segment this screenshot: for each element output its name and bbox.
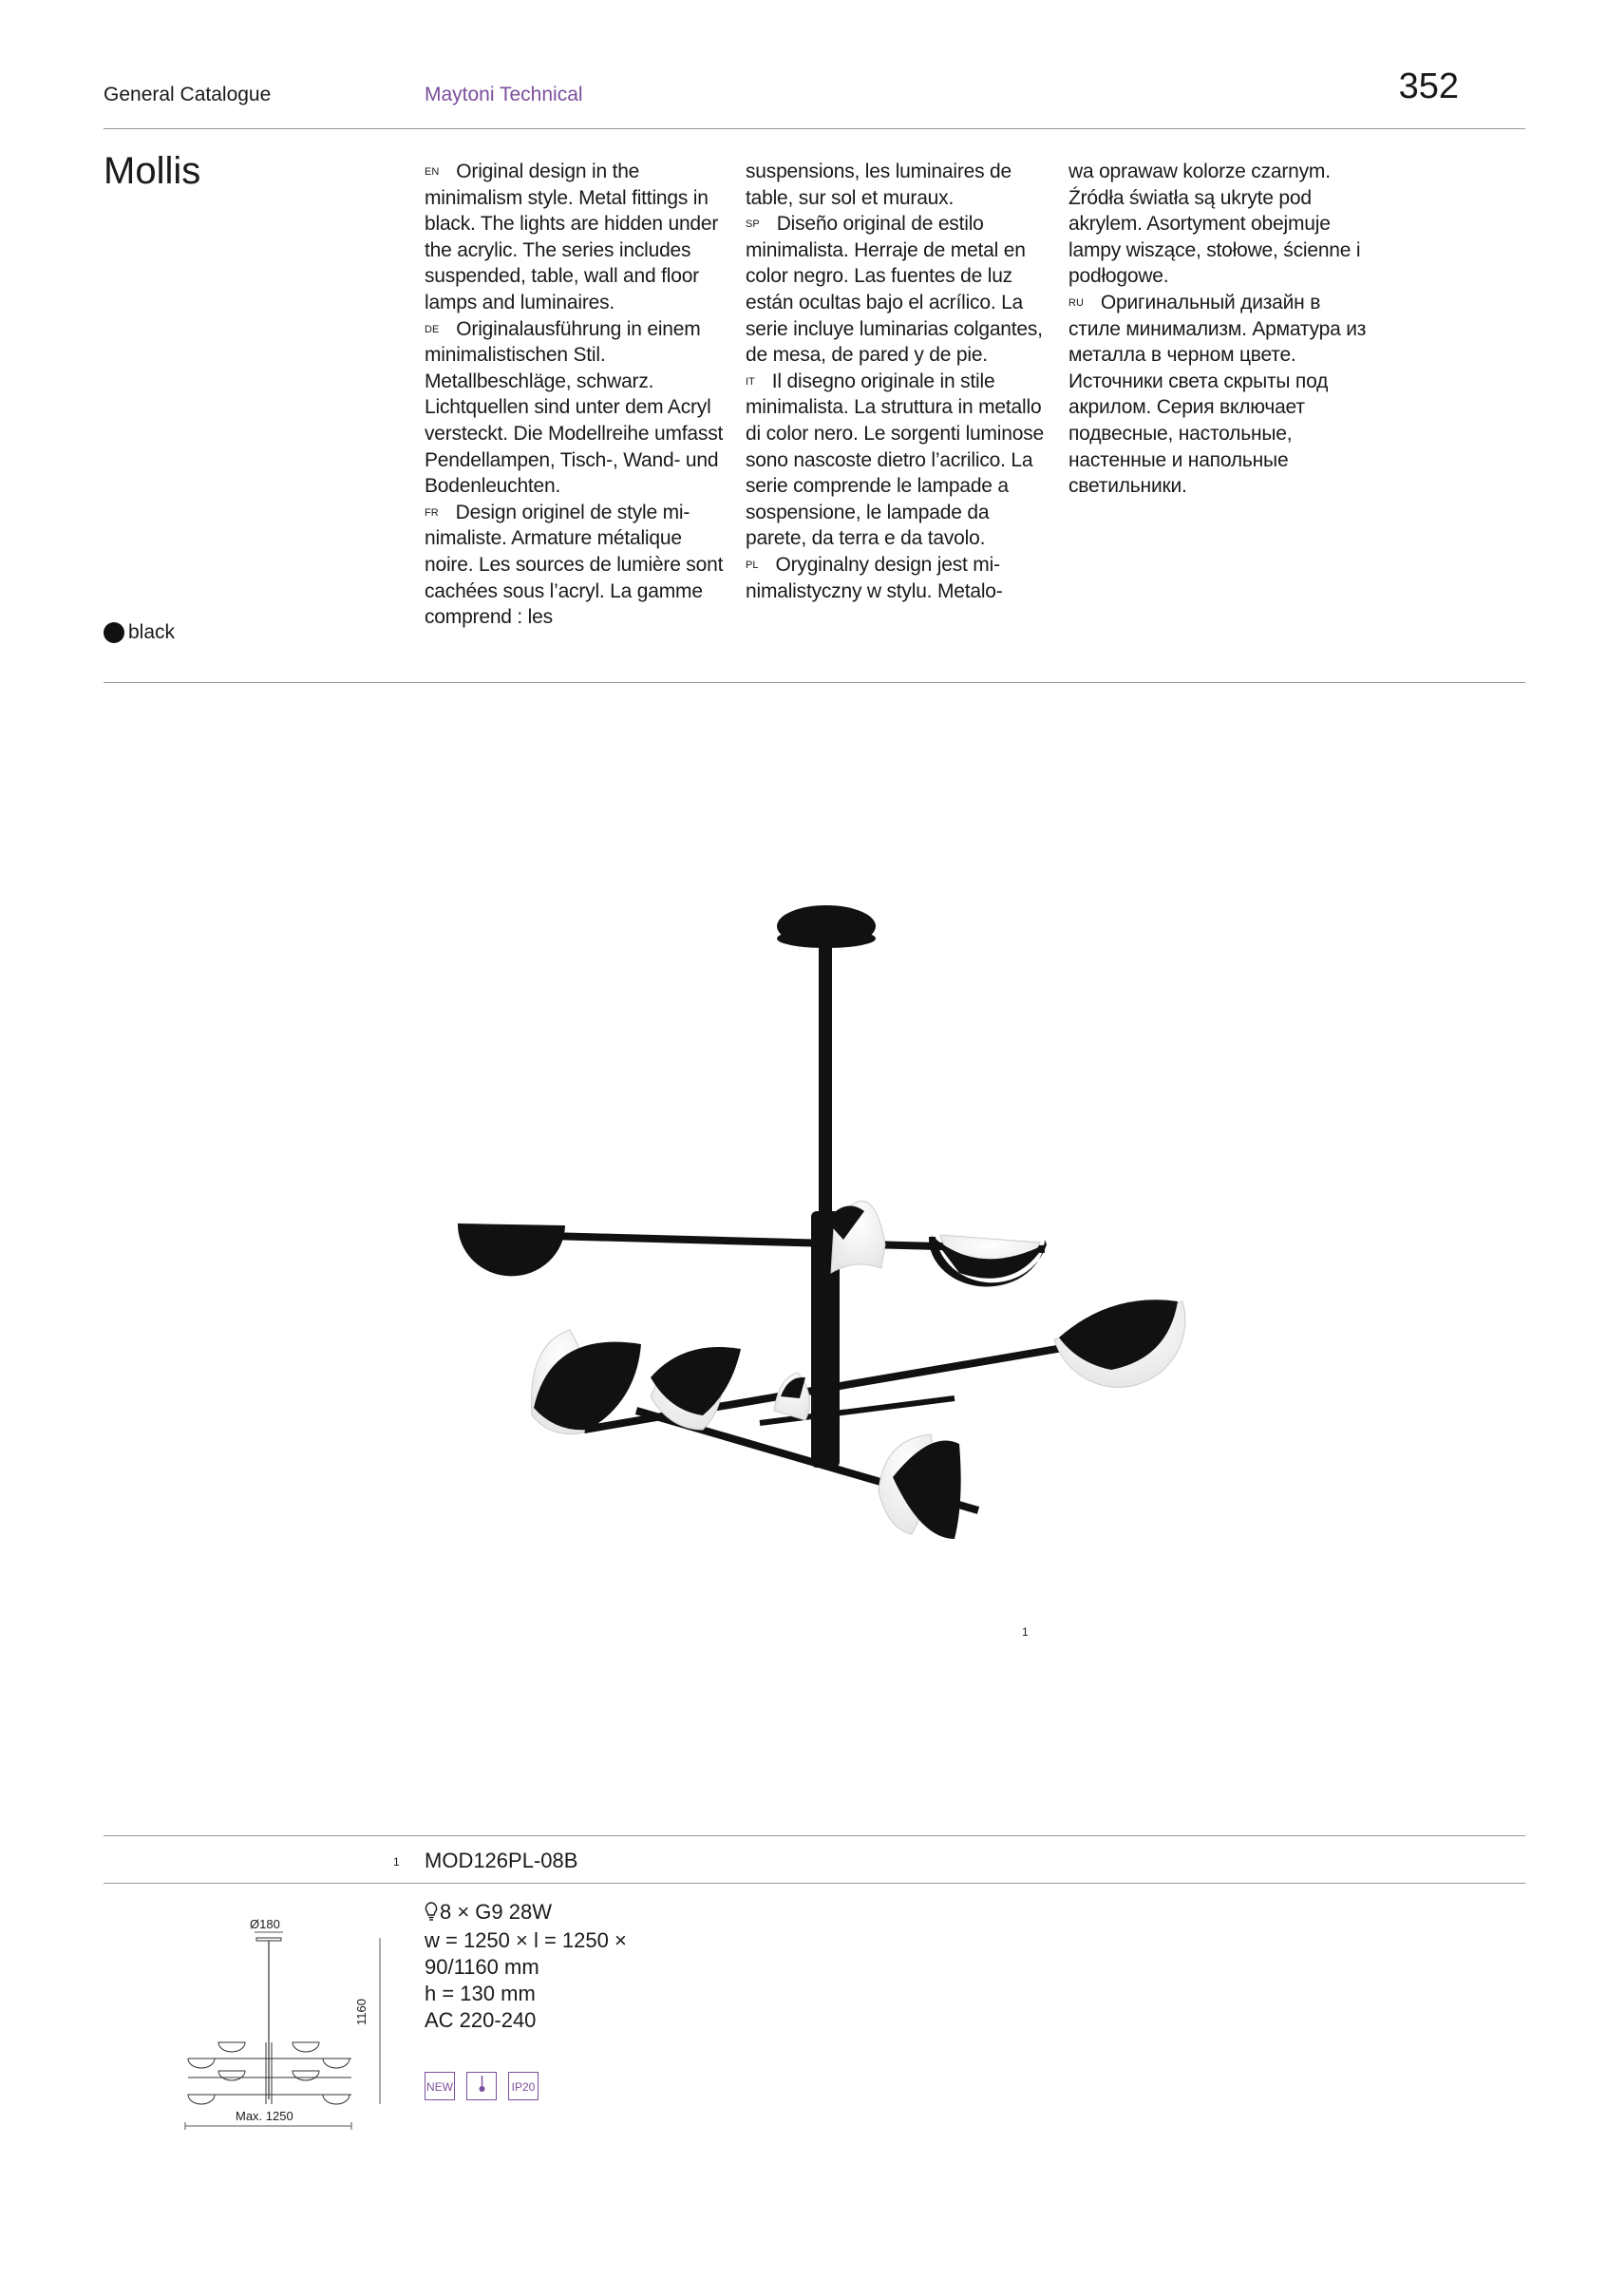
color-swatch <box>104 622 124 643</box>
description-rule <box>104 682 1525 683</box>
page-number: 352 <box>1398 66 1459 106</box>
bulb-icon <box>425 1901 438 1927</box>
model-bottom-rule <box>104 1883 1525 1884</box>
desc-pl-cont: wa oprawaw kolorze czarnym. Źródła światła są ukryte pod akrylem. Asortyment obejmuje lampy wiszące, stołowe, ścienne i podłogowe. <box>1068 161 1361 288</box>
desc-fr: $^{FR}$ Design originel de style minimaliste. Armature métalique noire. Les sources de lumière sont cachées sous l’acryl. La gamme comprend : les <box>425 501 724 629</box>
technical-drawing <box>180 1928 389 2137</box>
header-rule <box>104 128 1525 129</box>
badge-new: NEW <box>425 2072 455 2100</box>
image-ref: 1 <box>1022 1625 1029 1639</box>
desc-ru: $^{RU}$ Оригинальный дизайн в стиле минимализм. Арматура из металла в черном цвете. Источники света скрыты под акрилом. Серия включает подвесные, настольные, настенные и напольные светильники. <box>1068 291 1367 498</box>
description-col-2 <box>746 159 1051 604</box>
model-code: MOD126PL-08B <box>425 1849 578 1872</box>
desc-it: $^{IT}$ Il disegno originale in stile minimalista. La struttura in metallo di color nero. Le sorgenti luminose sono nascoste dietro l’acrilico. La serie comprende le lampade a sospensione, le lampade da parete, da terra e da tavolo. <box>746 370 1045 550</box>
pendant-icon <box>466 2072 497 2100</box>
spec-voltage: AC 220-240 <box>425 2008 537 2032</box>
spec-lamp: 8 × G9 28W <box>425 1899 627 1927</box>
spec-dims-1: w = 1250 × l = 1250 × <box>425 1928 627 1952</box>
brand-label: Maytoni Technical <box>425 84 583 105</box>
drawing-width-label: Max. 1250 <box>236 2109 293 2123</box>
chandelier-image <box>446 883 1206 1577</box>
desc-de: $^{DE}$ Originalausführung in einem minimalistischen Stil. Metallbeschläge, schwarz. Lichtquellen sind unter dem Acryl versteckt. Die Modellreihe umfasst Pendellampen, Tisch-, Wand- und Bodenleuchten. <box>425 317 724 498</box>
desc-pl: $^{PL}$ Oryginalny design jest minimalistyczny w stylu. Metalo- <box>746 553 1003 602</box>
desc-en: $^{EN}$ Original design in the minimalism style. Metal fittings in black. The lights are hidden under the acrylic. The series includes suspended, table, wall and floor lamps and luminaires. <box>425 161 719 313</box>
spec-dims-2: 90/1160 mm <box>425 1955 539 1979</box>
desc-fr-cont: suspensions, les luminaires de table, sur sol et muraux. <box>746 161 1011 209</box>
drawing-height-label: 1160 <box>354 1999 369 2025</box>
description-col-3 <box>1068 159 1374 500</box>
desc-sp: $^{SP}$ Diseño original de estilo minimalista. Herraje de metal en color negro. Las fuentes de luz están ocultas bajo el acrílico. La serie incluye luminarias colgantes, de mesa, de pared y de pie. <box>746 213 1043 367</box>
catalogue-label: General Catalogue <box>104 84 272 105</box>
model-ref: 1 <box>393 1855 400 1869</box>
spec-list <box>425 1899 627 2034</box>
description-col-1 <box>425 159 730 631</box>
drawing-canopy-label: Ø180 <box>250 1917 280 1931</box>
spec-height: h = 130 mm <box>425 1982 536 2005</box>
badge-ip20: IP20 <box>508 2072 539 2100</box>
model-top-rule <box>104 1835 1525 1836</box>
color-name: black <box>128 621 176 643</box>
product-title: Mollis <box>104 150 201 192</box>
